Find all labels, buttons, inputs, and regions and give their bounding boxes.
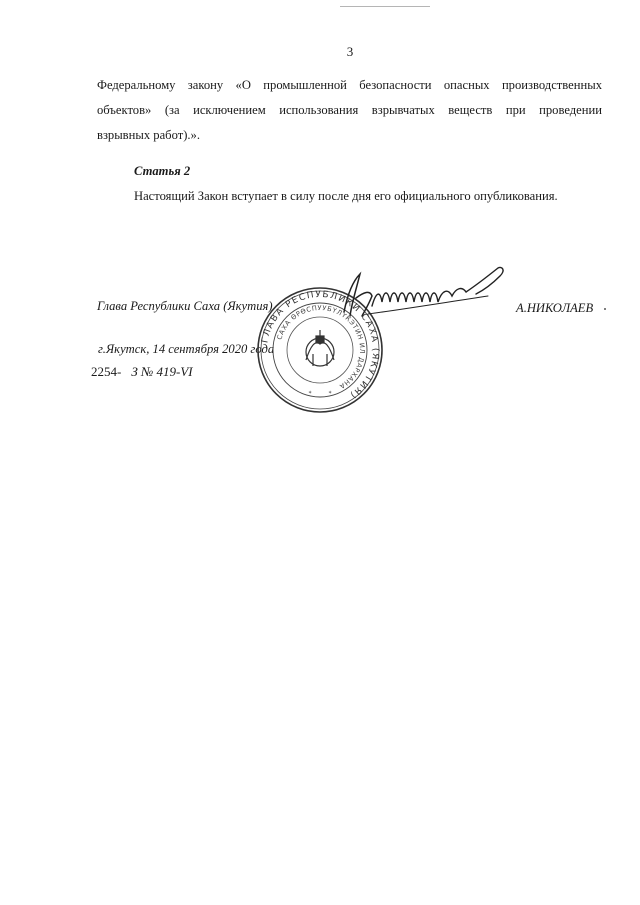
signatory-role: Глава Республики Саха (Якутия) [97, 299, 273, 313]
place-date: г.Якутск, 14 сентября 2020 года [98, 342, 275, 356]
top-rule [340, 6, 430, 7]
seal-outer-text: ГЛАВА РЕСПУБЛИКИ САХА (ЯКУТИЯ) [260, 289, 381, 401]
paragraph-line-3: взрывных работ).». [97, 128, 200, 142]
seal-inner-text: САХА ӨРӨСПУУБҮЛҮКЭТИН ИЛ ДАРХАНА [275, 303, 367, 391]
page-number: 3 [346, 44, 354, 59]
registration-prefix: 2254- [91, 364, 122, 379]
continuation-paragraph [97, 73, 602, 148]
paragraph-line-2: объектов» (за исключением использования взрывчатых веществ при проведении [97, 103, 602, 117]
signatory-name: А.НИКОЛАЕВ [516, 301, 594, 315]
law-number: З № 419-VI [131, 364, 193, 379]
svg-text:✶: ✶ [328, 390, 333, 396]
svg-text:✶: ✶ [308, 390, 313, 396]
article-text: Настоящий Закон вступает в силу после дня его официального опубликования. [134, 189, 558, 203]
stray-dot [604, 308, 606, 310]
article-title: Статья 2 [134, 164, 191, 178]
emblem-icon [306, 330, 334, 366]
paragraph-line-1: Федеральному закону «О промышленной безопасности опасных производственных [97, 78, 602, 92]
handwritten-signature [338, 262, 518, 322]
registration-number [91, 364, 193, 380]
